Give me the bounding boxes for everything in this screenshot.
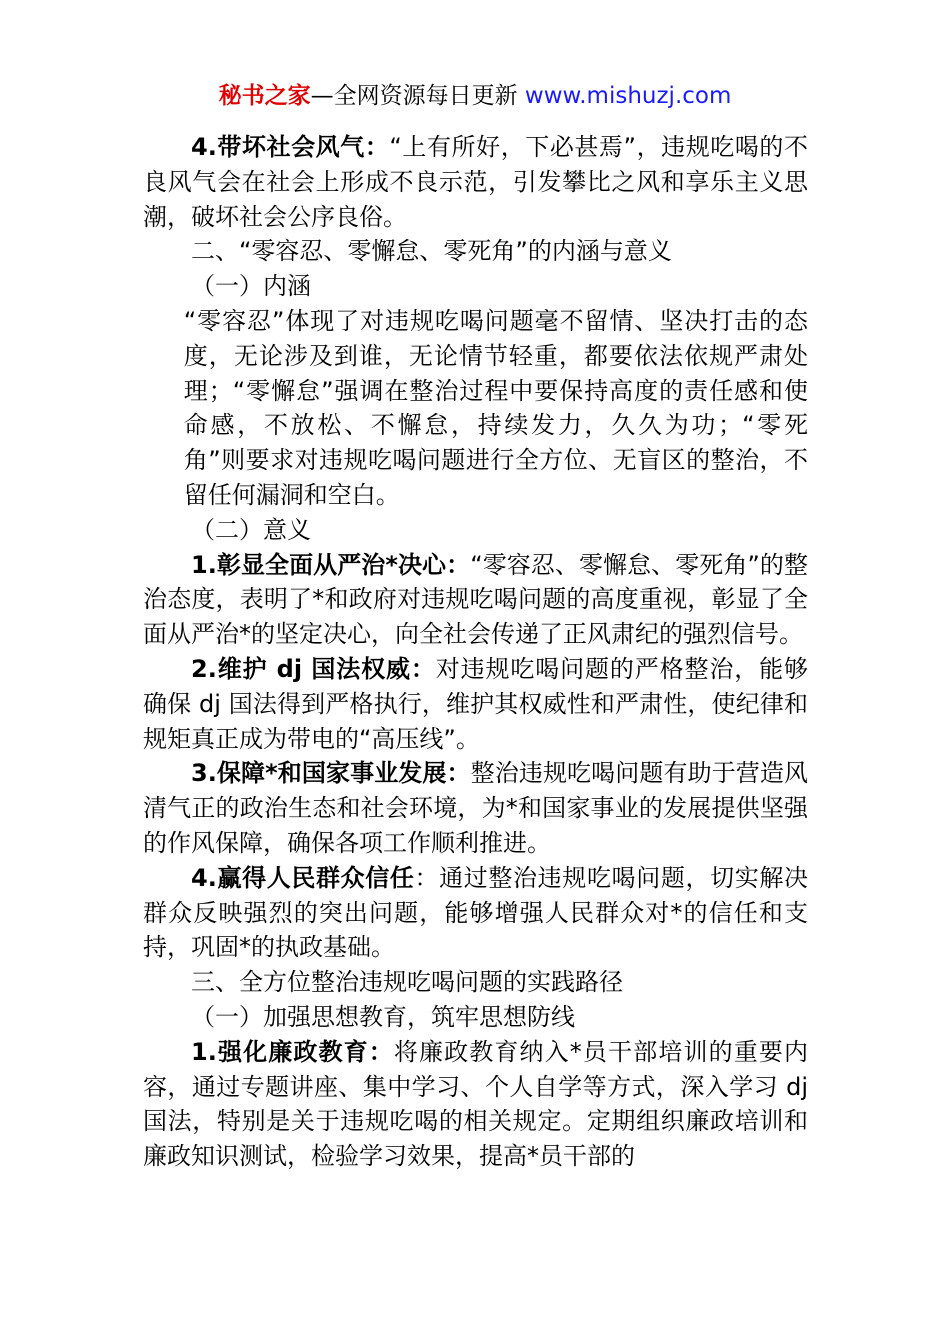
paragraph-significance-3 xyxy=(143,756,808,860)
paragraph-text: 三、全方位整治违规吃喝问题的实践路径 xyxy=(191,968,623,997)
paragraph-lead: 4.赢得人民群众信任 xyxy=(191,863,415,892)
section-heading-2 xyxy=(143,234,808,269)
brand-name: 秘书之家 xyxy=(218,83,311,109)
site-header xyxy=(0,80,950,112)
document-body xyxy=(143,130,808,1174)
site-url-link[interactable]: www.mishuzj.com xyxy=(524,83,732,109)
header-tagline: —全网资源每日更新 xyxy=(310,83,525,109)
paragraph-text: 对违规吃喝问题的严格整治，能够确保 dj 国法得到严格执行，维护其权威性和严肃性，使纪律和规矩真正成为带电的“高压线”。 xyxy=(143,654,809,753)
paragraph-text: “零容忍”体现了对违规吃喝问题毫不留情、坚决打击的态度，无论涉及到谁，无论情节轻重，都要依法依规严肃处理；“零懈怠”强调在整治过程中要保持高度的责任感和使命感，不放松、不懈怠，持续发力，久久为功；“零死角”则要求对违规吃喝问题进行全方位、无盲区的整治，不留任何漏洞和空白。 xyxy=(183,306,808,509)
paragraph-significance-1 xyxy=(143,548,808,652)
section-heading-3 xyxy=(143,965,808,1000)
paragraph-text: （一）内涵 xyxy=(191,272,311,301)
paragraph-significance-2 xyxy=(143,652,808,756)
paragraph-text: ：通过整治违规吃喝问题，切实解决群众反映强烈的突出问题，能够增强人民群众对*的信任和支持，巩固*的执政基础。 xyxy=(143,863,808,962)
paragraph-significance-4 xyxy=(143,861,808,965)
paragraph-text: （二）意义 xyxy=(191,515,311,544)
paragraph-text: 将廉政教育纳入*员干部培训的重要内容，通过专题讲座、集中学习、个人自学等方式，深入学习 dj 国法，特别是关于违规吃喝的相关规定。定期组织廉政培训和廉政知识测试，检验学习效果，提高*员干部的 xyxy=(143,1037,808,1171)
paragraph-connotation xyxy=(143,304,808,513)
paragraph-lead: 3.保障*和国家事业发展： xyxy=(191,759,471,788)
subsection-heading-education xyxy=(143,1000,808,1035)
paragraph-text: （一）加强思想教育，筑牢思想防线 xyxy=(191,1002,575,1031)
paragraph-lead: 1.强化廉政教育： xyxy=(191,1037,394,1066)
paragraph-text: 整治违规吃喝问题有助于营造风清气正的政治生态和社会环境，为*和国家事业的发展提供坚强的作风保障，确保各项工作顺利推进。 xyxy=(143,759,809,857)
paragraph-text: “零容忍、零懈怠、零死角”的整治态度，表明了*和政府对违规吃喝问题的高度重视，彰显了全面从严治*的坚定决心，向全社会传递了正风肃纪的强烈信号。 xyxy=(143,550,808,649)
paragraph-text: 二、“零容忍、零懈怠、零死角”的内涵与意义 xyxy=(191,237,672,266)
paragraph-lead: 1.彰显全面从严治*决心： xyxy=(191,550,471,579)
paragraph-education-1 xyxy=(143,1035,808,1174)
paragraph-lead: 2.维护 dj 国法权威： xyxy=(191,654,436,683)
paragraph-harm-social-atmosphere xyxy=(143,130,808,234)
paragraph-text: “上有所好，下必甚焉”，违规吃喝的不良风气会在社会上形成不良示范，引发攀比之风和享乐主义思潮，破坏社会公序良俗。 xyxy=(143,133,808,231)
paragraph-lead: 4.带坏社会风气： xyxy=(191,133,390,161)
subsection-heading-significance xyxy=(143,513,808,548)
subsection-heading-connotation xyxy=(143,269,808,304)
